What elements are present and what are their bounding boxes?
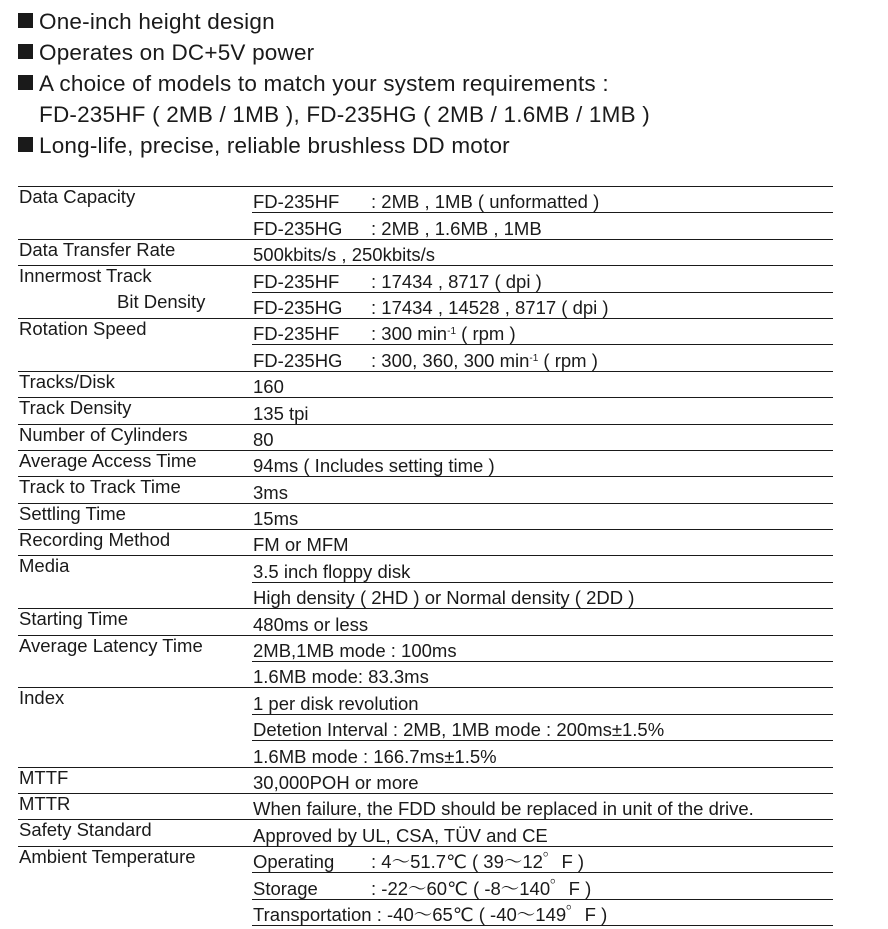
spec-label: Track to Track Time — [18, 477, 252, 503]
table-row — [18, 767, 833, 793]
model-name: FD-235HF — [253, 191, 340, 213]
spec-label: Track Density — [18, 398, 252, 424]
feature-text: A choice of models to match your system requirements : — [39, 71, 609, 96]
bullet-square-icon — [18, 137, 33, 152]
feature-item — [18, 68, 878, 130]
spec-label: Recording Method — [18, 530, 252, 556]
table-row — [18, 846, 833, 872]
feature-text: Operates on DC+5V power — [39, 40, 315, 65]
spec-value: Transportation : -40～65℃ ( -40～149゜F ) — [252, 899, 833, 925]
spec-label: Number of Cylinders — [18, 424, 252, 450]
feature-text: One-inch height design — [39, 9, 275, 34]
spec-value: : 17434 , 8717 ( dpi ) — [371, 270, 542, 292]
table-row — [18, 609, 833, 635]
superscript: -1 — [529, 352, 539, 364]
bullet-square-icon — [18, 13, 33, 28]
table-row — [18, 292, 833, 318]
spec-value: : 300, 360, 300 min — [371, 349, 530, 371]
spec-value: : 2MB , 1MB ( unformatted ) — [371, 191, 600, 213]
bullet-square-icon — [18, 44, 33, 59]
table-row — [18, 635, 833, 661]
spec-label: Average Access Time — [18, 450, 252, 476]
spec-label: Index — [18, 688, 252, 767]
table-row — [18, 556, 833, 582]
spec-label: Bit Density — [117, 291, 206, 313]
spec-value: 1.6MB mode: 83.3ms — [252, 662, 833, 688]
spec-value: ( rpm ) — [538, 349, 598, 371]
table-row — [18, 318, 833, 344]
spec-label: Safety Standard — [18, 820, 252, 846]
spec-value: 1 per disk revolution — [252, 688, 833, 714]
spec-value: 2MB,1MB mode : 100ms — [252, 635, 833, 661]
spec-label: Average Latency Time — [18, 635, 252, 688]
spec-value: : 17434 , 14528 , 8717 ( dpi ) — [371, 296, 609, 318]
table-row — [18, 688, 833, 714]
spec-value: 480ms or less — [252, 609, 833, 635]
spec-value: When failure, the FDD should be replaced in unit of the drive. — [252, 793, 833, 819]
table-row — [18, 450, 833, 476]
spec-value: 160 — [252, 371, 833, 397]
table-row — [18, 503, 833, 529]
table-row — [18, 477, 833, 503]
bullet-square-icon — [18, 75, 33, 90]
spec-label: Data Capacity — [18, 187, 252, 240]
spec-label: MTTF — [18, 767, 252, 793]
spec-value: : 4～51.7℃ ( 39～12゜F ) — [371, 851, 585, 873]
spec-value: 3ms — [252, 477, 833, 503]
model-name: FD-235HG — [253, 349, 343, 371]
feature-item — [18, 37, 878, 68]
spec-value: : 2MB , 1.6MB , 1MB — [371, 217, 542, 239]
spec-value: Detetion Interval : 2MB, 1MB mode : 200ms±1.5% — [252, 714, 833, 740]
spec-label: Starting Time — [18, 609, 252, 635]
spec-value: 500kbits/s , 250kbits/s — [252, 239, 833, 265]
spec-value: 1.6MB mode : 166.7ms±1.5% — [252, 741, 833, 767]
spec-value: ( rpm ) — [456, 323, 516, 345]
spec-label: Media — [18, 556, 252, 609]
table-row — [18, 266, 833, 292]
spec-label: MTTR — [18, 793, 252, 819]
spec-value: 15ms — [252, 503, 833, 529]
spec-value: 30,000POH or more — [252, 767, 833, 793]
spec-table — [18, 186, 833, 926]
spec-label: Ambient Temperature — [18, 846, 252, 925]
table-row — [18, 820, 833, 846]
feature-text: Long-life, precise, reliable brushless DD motor — [39, 133, 510, 158]
model-name: FD-235HG — [253, 296, 343, 318]
spec-value: Approved by UL, CSA, TÜV and CE — [252, 820, 833, 846]
spec-label: Innermost Track — [18, 266, 252, 292]
spec-value: FM or MFM — [252, 530, 833, 556]
spec-label: Tracks/Disk — [18, 371, 252, 397]
table-row — [18, 530, 833, 556]
spec-value: 3.5 inch floppy disk — [252, 556, 833, 582]
condition-label: Storage — [253, 877, 318, 899]
table-row — [18, 398, 833, 424]
spec-value: 135 tpi — [252, 398, 833, 424]
table-row — [18, 239, 833, 265]
spec-value: 94ms ( Includes setting time ) — [252, 450, 833, 476]
table-row — [18, 793, 833, 819]
feature-item — [18, 6, 878, 37]
model-name: FD-235HG — [253, 217, 343, 239]
table-row — [18, 424, 833, 450]
spec-label: Settling Time — [18, 503, 252, 529]
superscript: -1 — [447, 326, 457, 338]
feature-list — [18, 6, 878, 161]
feature-item — [18, 130, 878, 161]
spec-value: High density ( 2HD ) or Normal density ( 2DD ) — [252, 582, 833, 608]
spec-label: Rotation Speed — [18, 318, 252, 371]
model-name: FD-235HF — [253, 270, 340, 292]
table-row — [18, 371, 833, 397]
table-row — [18, 187, 833, 213]
feature-subtext: FD-235HF ( 2MB / 1MB ), FD-235HG ( 2MB / 1.6MB / 1MB ) — [39, 102, 650, 127]
spec-value: : -22～60℃ ( -8～140゜F ) — [371, 877, 592, 899]
model-name: FD-235HF — [253, 323, 340, 345]
spec-label: Data Transfer Rate — [18, 239, 252, 265]
condition-label: Operating — [253, 851, 335, 873]
spec-value: 80 — [252, 424, 833, 450]
spec-value: : 300 min — [371, 323, 448, 345]
